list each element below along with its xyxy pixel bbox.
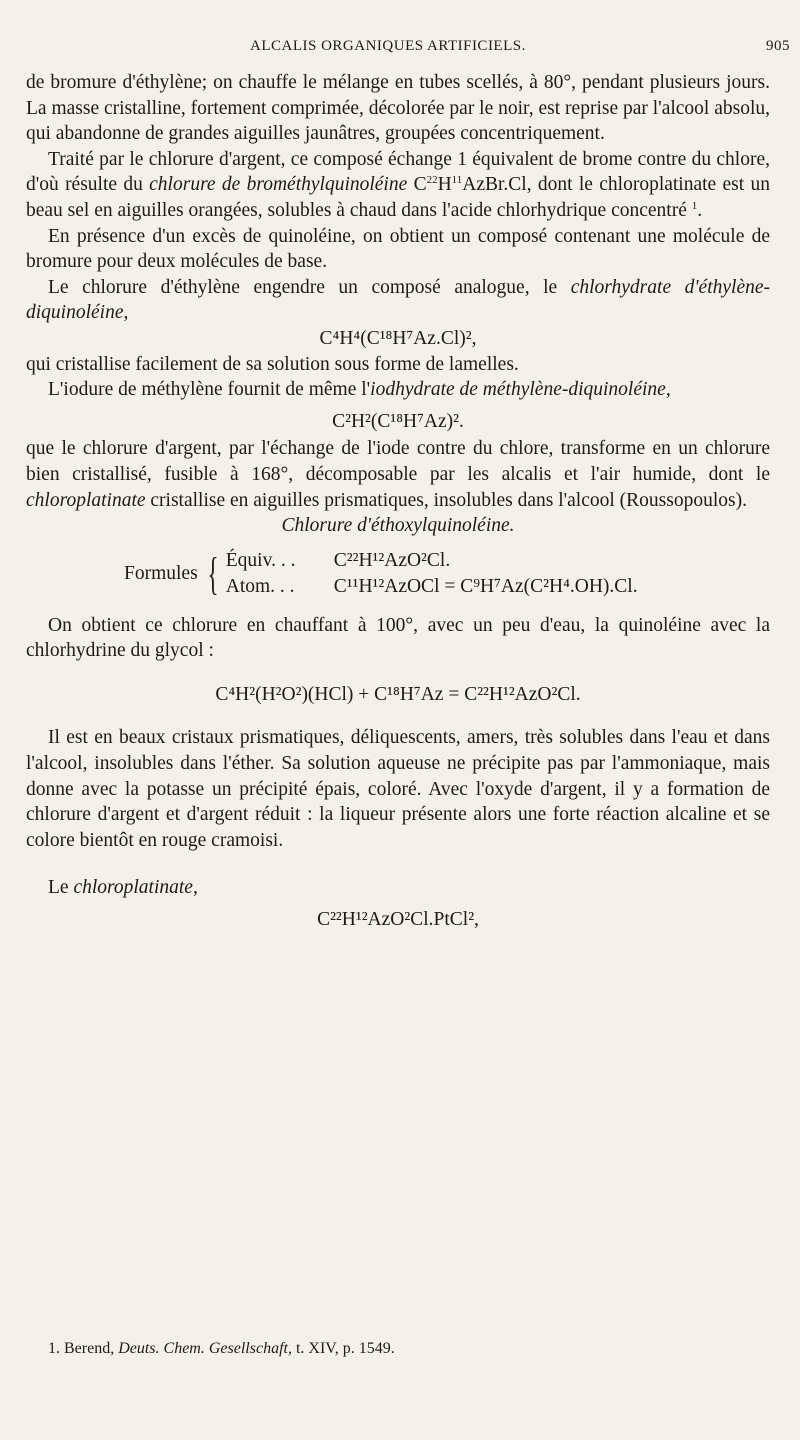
paragraph-7: que le chlorure d'argent, par l'échange de l'iode contre du chlore, transforme en un chlorure bien cristallisé, fusible à 168°, décomposable par les alcalis et l'air humide, dont le chloroplatinate cristallise en aiguilles prismatiques, insolubles dans l'alcool (Roussopoulos).: [26, 438, 770, 511]
page-header: [0, 38, 800, 58]
brace-icon: {: [207, 547, 219, 599]
footnote: 1. Berend, Deuts. Chem. Gesellschaft, t. XIV, p. 1549.: [48, 1340, 395, 1357]
paragraph-5: qui cristallise facilement de sa solution sous forme de lamelles.: [26, 353, 519, 375]
formules-label: Formules: [124, 562, 198, 584]
body-text: [26, 70, 770, 935]
paragraph-4: Le chlorure d'éthylène engendre un composé analogue, le chlorhydrate d'éthylène-diquinoléine,: [26, 276, 770, 324]
running-title: ALCALIS ORGANIQUES ARTIFICIELS.: [250, 38, 526, 54]
formula-atom-row: Atom. . . C¹¹H¹²AzOCl = C⁹H⁷Az(C²H⁴.OH).Cl.: [225, 575, 638, 597]
reaction-equation: C⁴H²(H²O²)(HCl) + C¹⁸H⁷Az = C²²H¹²AzO²Cl.: [215, 683, 581, 705]
page-number: 905: [766, 38, 790, 54]
paragraph-3: En présence d'un excès de quinoléine, on obtient un composé contenant une molécule de bromure pour deux molécules de base.: [26, 225, 770, 273]
paragraph-6: L'iodure de méthylène fournit de même l'iodhydrate de méthylène-diquinoléine,: [48, 379, 671, 401]
formula-methylene-diquinoleine: C²H²(C¹⁸H⁷Az)².: [332, 410, 464, 432]
formula-equiv-row: Équiv. . . C²²H¹²AzO²Cl.: [225, 550, 451, 572]
paragraph-8: On obtient ce chlorure en chauffant à 100°, avec un peu d'eau, la quinoléine avec la chlorhydrine du glycol :: [26, 614, 770, 662]
formules-block: [124, 545, 770, 603]
formula-chloroplatinate: C²²H¹²AzO²Cl.PtCl²,: [317, 909, 479, 931]
paragraph-2: Traité par le chlorure d'argent, ce composé échange 1 équivalent de brome contre du chlore, d'où résulte du chlorure de brométhylquinoléine $C^{22}H^{11}AzBr.Cl$, dont le chloroplatinate est un beau sel en aiguilles orangées, solubles à chaud dans l'acide chlorhydrique concentré $^1$.: [26, 148, 770, 221]
paragraph-10: Le chloroplatinate,: [48, 877, 198, 899]
paragraph-1: de bromure d'éthylène; on chauffe le mélange en tubes scellés, à 80°, pendant plusieurs jours. La masse cristalline, fortement comprimée, décolorée par le noir, est reprise par l'alcool absolu, qui abandonne de grandes aiguilles jaunâtres, groupées concentriquement.: [26, 72, 770, 145]
paragraph-9: Il est en beaux cristaux prismatiques, déliquescents, amers, très solubles dans l'eau et dans l'alcool, insolubles dans l'éther. Sa solution aqueuse ne précipite pas par l'ammoniaque, mais donne avec la potasse un précipité épais, coloré. Avec l'oxyde d'argent, il y a formation de chlorure d'argent et d'argent réduit : la liqueur présente alors une forte réaction alcaline et se colore bientôt en rouge cramoisi.: [26, 727, 770, 851]
formula-ethylene-diquinoleine: C⁴H⁴(C¹⁸H⁷Az.Cl)²,: [319, 327, 477, 349]
footnote-ref: 1: [691, 199, 698, 212]
section-heading: Chlorure d'éthoxylquinoléine.: [281, 515, 515, 537]
